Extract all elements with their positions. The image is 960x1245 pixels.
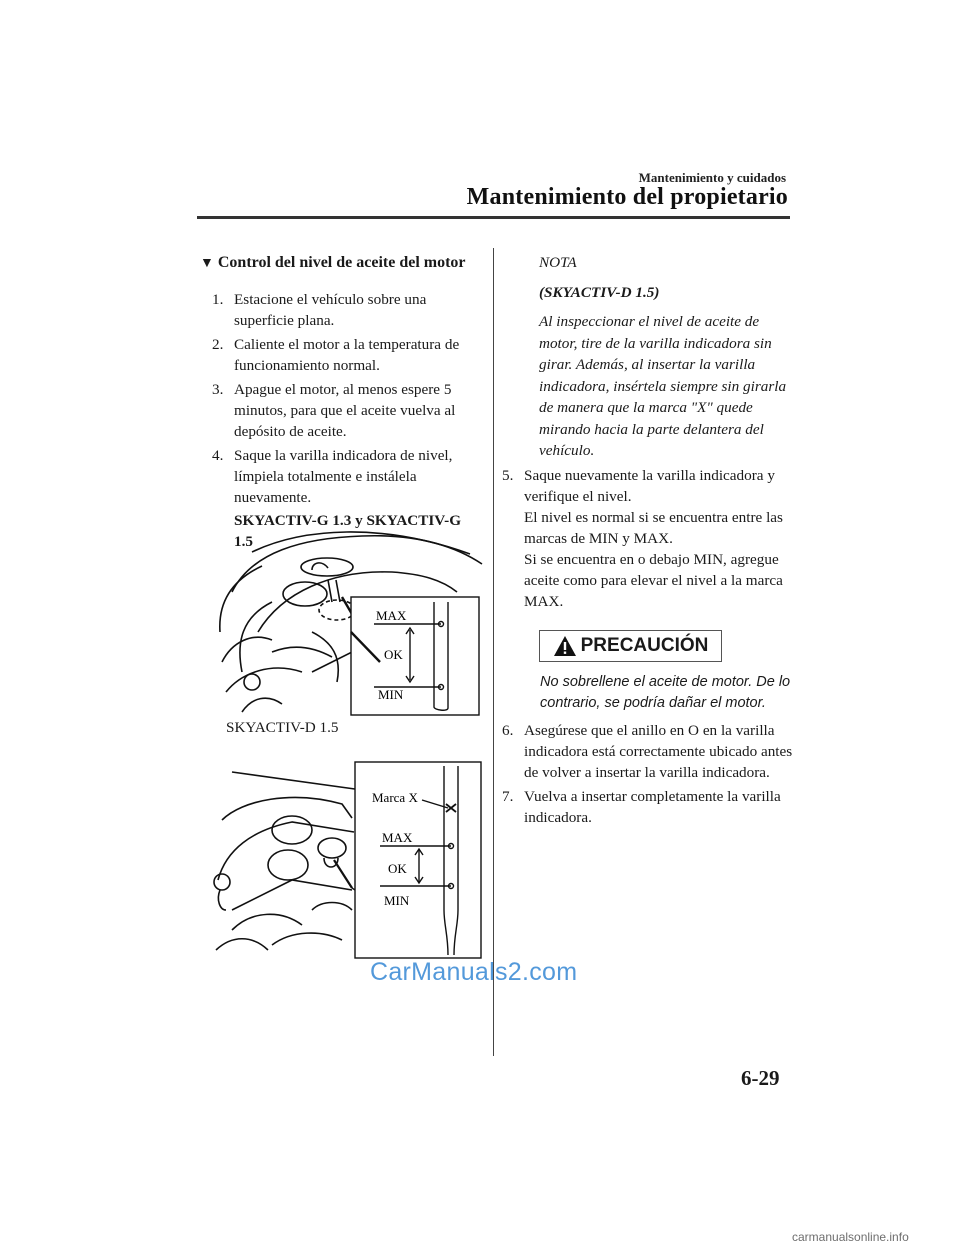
dipstick-ok-label-1: OK: [384, 647, 403, 662]
dipstick-max-label-1: MAX: [376, 608, 407, 623]
left-column: [200, 252, 482, 555]
page-title: Mantenimiento del propietario: [466, 184, 788, 210]
note-subtitle: (SKYACTIV-D 1.5): [539, 283, 660, 301]
engine-illustration-g: [212, 522, 484, 718]
dipstick-callout-1: [351, 597, 479, 715]
dipstick-min-label-2: MIN: [384, 893, 410, 908]
variant-label-d: SKYACTIV-D 1.5: [226, 719, 339, 736]
footer-site-text: carmanualsonline.info: [792, 1230, 909, 1244]
caution-banner: [539, 630, 722, 662]
list-item: 4. Saque la varilla indicadora de nivel, límpiela totalmente e instálela nuevamente. SKYACTIV-G 1.3 y SKYACTIV-G 1.5: [212, 445, 482, 552]
note-text: Al inspeccionar el nivel de aceite de motor, tire de la varilla indicadora sin girar. Además, al insertar la varilla indicadora, insértela siempre sin girarla de manera que la marca "X" quede mirando hacia la parte delantera del vehículo.: [539, 313, 787, 459]
list-item: 5. Saque nuevamente la varilla indicadora y verifique el nivel. El nivel es normal si se encuentra entre las marcas de MIN y MAX. Si se encuentra en o debajo MIN, agregue aceite como para elevar el nivel a la marca MAX.: [502, 465, 794, 612]
warning-icon: [553, 635, 577, 657]
list-item: 6. Asegúrese que el anillo en O en la varilla indicadora está correctamente ubicado antes de volver a insertar la varilla indicadora.: [502, 721, 793, 781]
dipstick-ok-label-2: OK: [388, 861, 407, 876]
steps-list-right-2: [502, 720, 794, 828]
list-item: 2. Caliente el motor a la temperatura de funcionamiento normal.: [212, 336, 460, 374]
page-number: 6-29: [741, 1066, 780, 1090]
caution-text: No sobrellene el aceite de motor. De lo contrario, se podría dañar el motor.: [540, 673, 791, 711]
right-column: [502, 252, 794, 831]
list-item: 1. Estacione el vehículo sobre una superficie plana.: [212, 291, 427, 329]
note-block: [502, 252, 794, 462]
dipstick-min-label-1: MIN: [378, 687, 404, 702]
section-label: Mantenimiento y cuidados: [638, 170, 786, 185]
triangle-marker-icon: ▼: [200, 256, 214, 271]
steps-list-left: [212, 289, 482, 552]
column-divider: [493, 248, 494, 1056]
step5-text: Saque nuevamente la varilla indicadora y verifique el nivel.: [524, 466, 775, 505]
list-item: 3. Apague el motor, al menos espere 5 minutos, para que el aceite vuelva al depósito de aceite.: [212, 381, 456, 440]
marca-x-label: Marca X: [372, 790, 418, 805]
caution-label: PRECAUCIÓN: [580, 634, 709, 656]
section-heading: [200, 252, 482, 275]
list-item: 7. Vuelva a insertar completamente la varilla indicadora.: [502, 787, 781, 826]
steps-list-right: [502, 465, 794, 612]
watermark-text: CarManuals2.com: [370, 958, 578, 986]
note-title: NOTA: [539, 254, 577, 271]
header-divider: [197, 216, 790, 219]
engine-illustration-d: [212, 760, 484, 960]
step5-line2: El nivel es normal si se encuentra entre las marcas de MIN y MAX.: [524, 508, 783, 547]
dipstick-max-label-2: MAX: [382, 830, 413, 845]
variant-label-g: SKYACTIV-G 1.3 y SKYACTIV-G 1.5: [234, 512, 462, 550]
step5-line3: Si se encuentra en o debajo MIN, agregue aceite como para elevar el nivel a la marca MAX.: [524, 550, 783, 610]
section-heading-text: Control del nivel de aceite del motor: [217, 254, 466, 271]
